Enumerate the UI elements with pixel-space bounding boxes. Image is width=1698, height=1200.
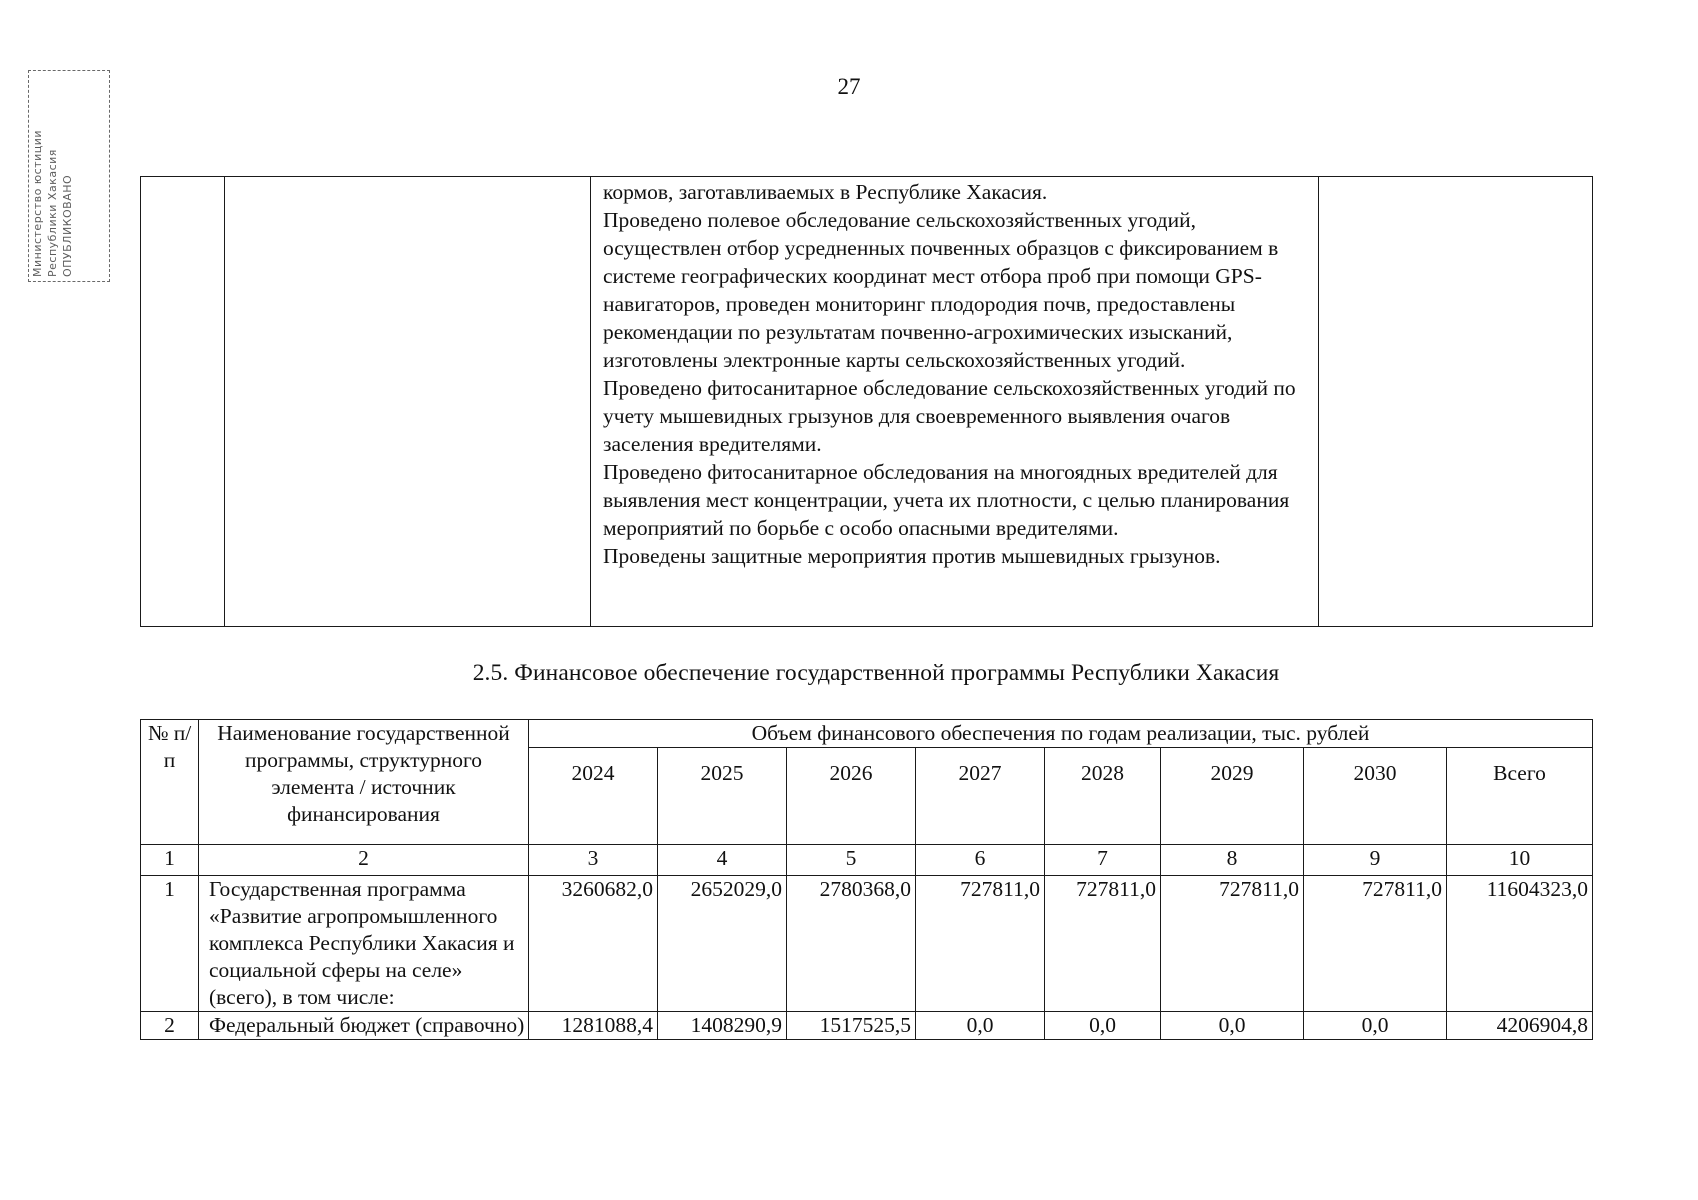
- row-number: 2: [141, 1012, 199, 1040]
- header-total: Всего: [1447, 748, 1593, 845]
- value-cell: 2780368,0: [787, 876, 916, 1012]
- table-row: [141, 876, 1593, 1012]
- value-cell: 0,0: [916, 1012, 1045, 1040]
- value-cell: 727811,0: [1161, 876, 1304, 1012]
- column-number: 9: [1304, 845, 1447, 876]
- column-number: 5: [787, 845, 916, 876]
- value-cell: 727811,0: [1304, 876, 1447, 1012]
- column-number: 6: [916, 845, 1045, 876]
- column-number: 1: [141, 845, 199, 876]
- header-year: 2024: [529, 748, 658, 845]
- value-cell: 1281088,4: [529, 1012, 658, 1040]
- column-number: 2: [199, 845, 529, 876]
- stamp-line: ОПУБЛИКОВАНО: [61, 174, 74, 277]
- column-number: 4: [658, 845, 787, 876]
- continuation-table: [140, 176, 1593, 627]
- value-cell: 727811,0: [1045, 876, 1161, 1012]
- value-cell: 2652029,0: [658, 876, 787, 1012]
- finance-table: [140, 719, 1593, 1040]
- results-paragraph: Проведено фитосанитарное обследование сельскохозяйственных угодий по учету мышевидных грызунов для своевременного выявления очагов заселения вредителями.: [603, 376, 1296, 456]
- results-paragraph: кормов, заготавливаемых в Республике Хакасия.: [603, 180, 1048, 204]
- column-number: 3: [529, 845, 658, 876]
- total-cell: 11604323,0: [1447, 876, 1593, 1012]
- publication-stamp: [28, 70, 110, 282]
- value-cell: 1517525,5: [787, 1012, 916, 1040]
- header-year: 2026: [787, 748, 916, 845]
- value-cell: 1408290,9: [658, 1012, 787, 1040]
- section-title: 2.5. Финансовое обеспечение государственной программы Республики Хакасия: [472, 660, 1280, 686]
- continuation-cell-empty: [1319, 177, 1593, 627]
- row-name: Федеральный бюджет (справочно): [199, 1012, 529, 1040]
- header-year: 2025: [658, 748, 787, 845]
- column-number: 7: [1045, 845, 1161, 876]
- table-row: [141, 1012, 1593, 1040]
- stamp-line: Республики Хакасия: [46, 149, 59, 277]
- header-funding-group: Объем финансового обеспечения по годам реализации, тыс. рублей: [529, 720, 1593, 748]
- continuation-cell-empty: [225, 177, 591, 627]
- results-paragraph: Проведено полевое обследование сельскохозяйственных угодий, осуществлен отбор усредненных почвенных образцов с фиксированием в системе географических координат мест отбора проб при помощи GPS-навигаторов, проведен мониторинг плодородия почв, предоставлены рекомендации по результатам почвенно-агрохимических изысканий, изготовлены электронные карты сельскохозяйственных угодий.: [603, 208, 1279, 372]
- header-number: № п/п: [141, 720, 199, 845]
- column-number: 10: [1447, 845, 1593, 876]
- results-paragraph: Проведены защитные мероприятия против мышевидных грызунов.: [603, 544, 1221, 568]
- header-year: 2028: [1045, 748, 1161, 845]
- header-year: 2029: [1161, 748, 1304, 845]
- header-year: 2030: [1304, 748, 1447, 845]
- stamp-line: Министерство юстиции: [31, 129, 44, 277]
- column-number: 8: [1161, 845, 1304, 876]
- value-cell: 727811,0: [916, 876, 1045, 1012]
- continuation-results-cell: [591, 177, 1319, 627]
- continuation-cell-empty: [141, 177, 225, 627]
- results-paragraph: Проведено фитосанитарное обследования на многоядных вредителей для выявления мест концентрации, учета их плотности, с целью планирования мероприятий по борьбе с особо опасными вредителями.: [603, 460, 1290, 540]
- page-number: 27: [837, 74, 861, 99]
- row-name: Государственная программа «Развитие агропромышленного комплекса Республики Хакасия и социальной сферы на селе» (всего), в том числе:: [199, 876, 529, 1012]
- total-cell: 4206904,8: [1447, 1012, 1593, 1040]
- value-cell: 0,0: [1304, 1012, 1447, 1040]
- value-cell: 0,0: [1045, 1012, 1161, 1040]
- value-cell: 3260682,0: [529, 876, 658, 1012]
- row-number: 1: [141, 876, 199, 1012]
- header-year: 2027: [916, 748, 1045, 845]
- header-name: Наименование государственной программы, структурного элемента / источник финансирования: [199, 720, 529, 845]
- value-cell: 0,0: [1161, 1012, 1304, 1040]
